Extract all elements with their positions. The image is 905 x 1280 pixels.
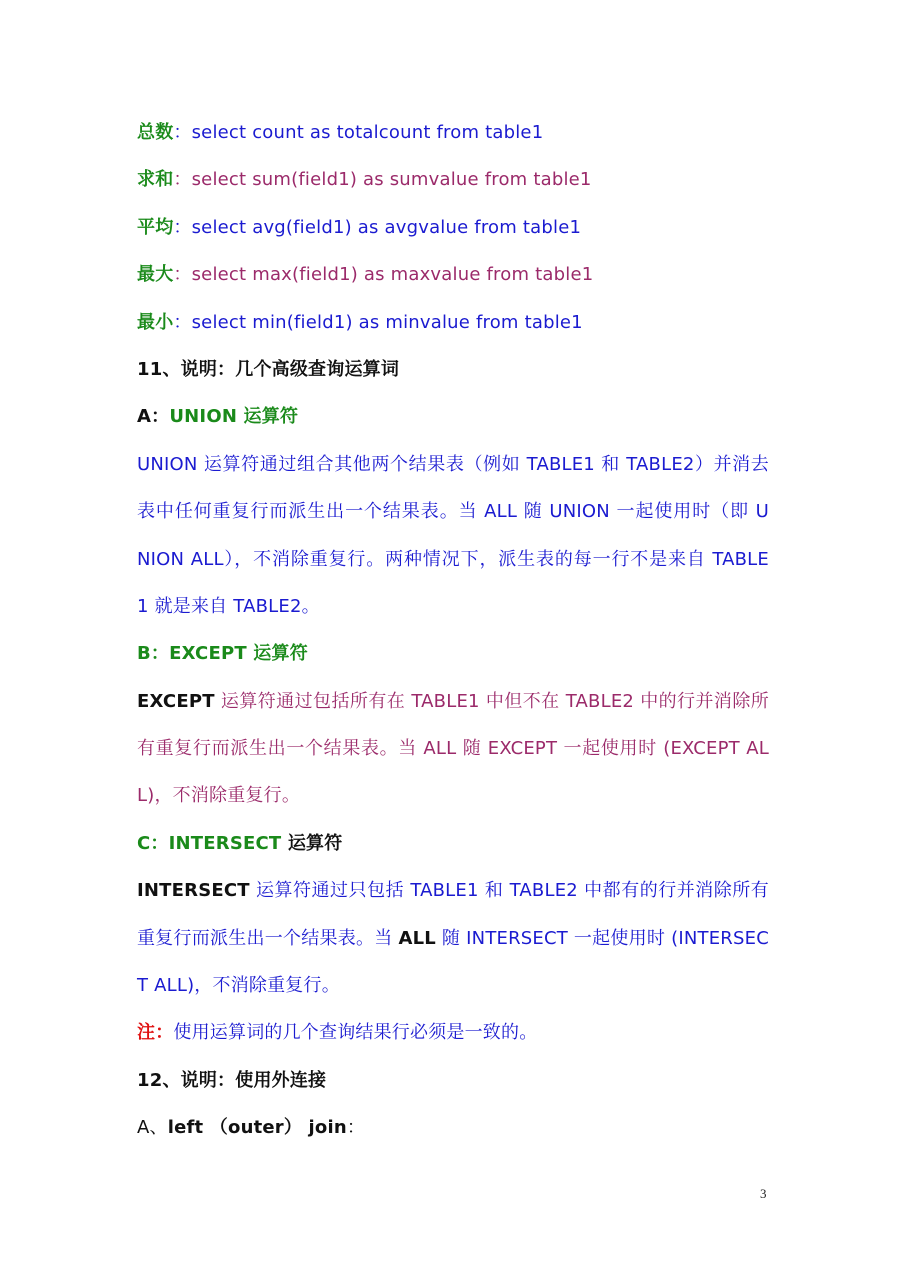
except-text: 运算符通过包括所有在 TABLE1 中但不在 TABLE2 中的行并消除所 <box>214 690 769 712</box>
aggregate-separator: ： <box>173 122 192 143</box>
except-text-line: 有重复行而派生出一个结果表。当 ALL 随 EXCEPT 一起使用时 (EXCEPT AL <box>137 738 769 760</box>
aggregate-line-count <box>137 115 769 162</box>
left-join-prefix: A、 <box>137 1117 168 1139</box>
except-keyword: EXCEPT <box>137 690 215 712</box>
aggregate-line-sum <box>137 162 769 209</box>
except-text-line: L)，不消除重复行。 <box>137 785 301 807</box>
aggregate-label: 平均 <box>137 216 174 238</box>
union-text-line: 表中任何重复行而派生出一个结果表。当 ALL 随 UNION 一起使用时（即 U <box>137 501 769 523</box>
union-heading <box>137 399 769 446</box>
aggregate-separator: ： <box>173 311 192 333</box>
union-text-line: 1 就是来自 TABLE2。 <box>137 595 320 617</box>
intersect-text-line: T ALL)，不消除重复行。 <box>137 975 340 997</box>
left-join-keyword: left （outer） join <box>167 1117 347 1139</box>
intersect-text: 重复行而派生出一个结果表。当 <box>137 927 399 949</box>
except-text-line <box>137 684 769 731</box>
except-title: EXCEPT 运算符 <box>169 643 308 665</box>
page-number: 3 <box>760 1186 767 1201</box>
intersect-text-line <box>137 873 769 920</box>
page-content <box>137 115 769 1158</box>
union-title: UNION 运算符 <box>169 406 299 428</box>
section-12-heading: 12、说明：使用外连接 <box>137 1069 327 1091</box>
aggregate-code: select max(field1) as maxvalue from table1 <box>191 264 594 286</box>
intersect-prefix: C： <box>137 832 169 854</box>
aggregate-line-avg <box>137 210 769 257</box>
aggregate-label: 求和 <box>137 169 174 191</box>
note-line <box>137 1015 769 1062</box>
note-label: 注： <box>137 1022 174 1044</box>
intersect-text: 运算符通过只包括 TABLE1 和 TABLE2 中都有的行并消除所有 <box>249 880 769 902</box>
aggregate-label: 最小 <box>137 311 174 333</box>
aggregate-code: select avg(field1) as avgvalue from table1 <box>191 216 582 238</box>
left-join-suffix: ： <box>346 1117 366 1139</box>
aggregate-label: 最大 <box>137 264 174 286</box>
intersect-title-rest: 运算符 <box>281 832 343 854</box>
aggregate-line-max <box>137 257 769 304</box>
aggregate-label: 总数 <box>137 122 174 143</box>
aggregate-separator: ： <box>173 216 192 238</box>
union-text-line: UNION 运算符通过组合其他两个结果表（例如 TABLE1 和 TABLE2）并消去 <box>137 453 769 475</box>
section-11-heading: 11、说明：几个高级查询运算词 <box>137 358 400 380</box>
left-join-line <box>137 1110 769 1157</box>
note-text: 使用运算词的几个查询结果行必须是一致的。 <box>173 1022 538 1044</box>
intersect-text-line <box>137 921 769 968</box>
aggregate-line-min <box>137 305 769 352</box>
intersect-text: 随 INTERSECT 一起使用时 (INTERSEC <box>435 927 769 949</box>
intersect-title-keyword: INTERSECT <box>168 832 282 854</box>
except-heading <box>137 636 769 683</box>
intersect-keyword: INTERSECT <box>137 880 250 902</box>
union-prefix: A： <box>137 406 170 428</box>
aggregate-code: select sum(field1) as sumvalue from table1 <box>191 169 592 191</box>
except-prefix: B： <box>137 643 170 665</box>
intersect-heading <box>137 826 769 873</box>
aggregate-separator: ： <box>173 264 192 286</box>
aggregate-separator: ： <box>173 169 192 191</box>
aggregate-code: select count as totalcount from table1 <box>191 122 544 143</box>
union-text-line: NION ALL），不消除重复行。两种情况下，派生表的每一行不是来自 TABLE <box>137 548 769 570</box>
aggregate-code: select min(field1) as minvalue from table1 <box>191 311 583 333</box>
intersect-all-keyword: ALL <box>398 927 436 949</box>
